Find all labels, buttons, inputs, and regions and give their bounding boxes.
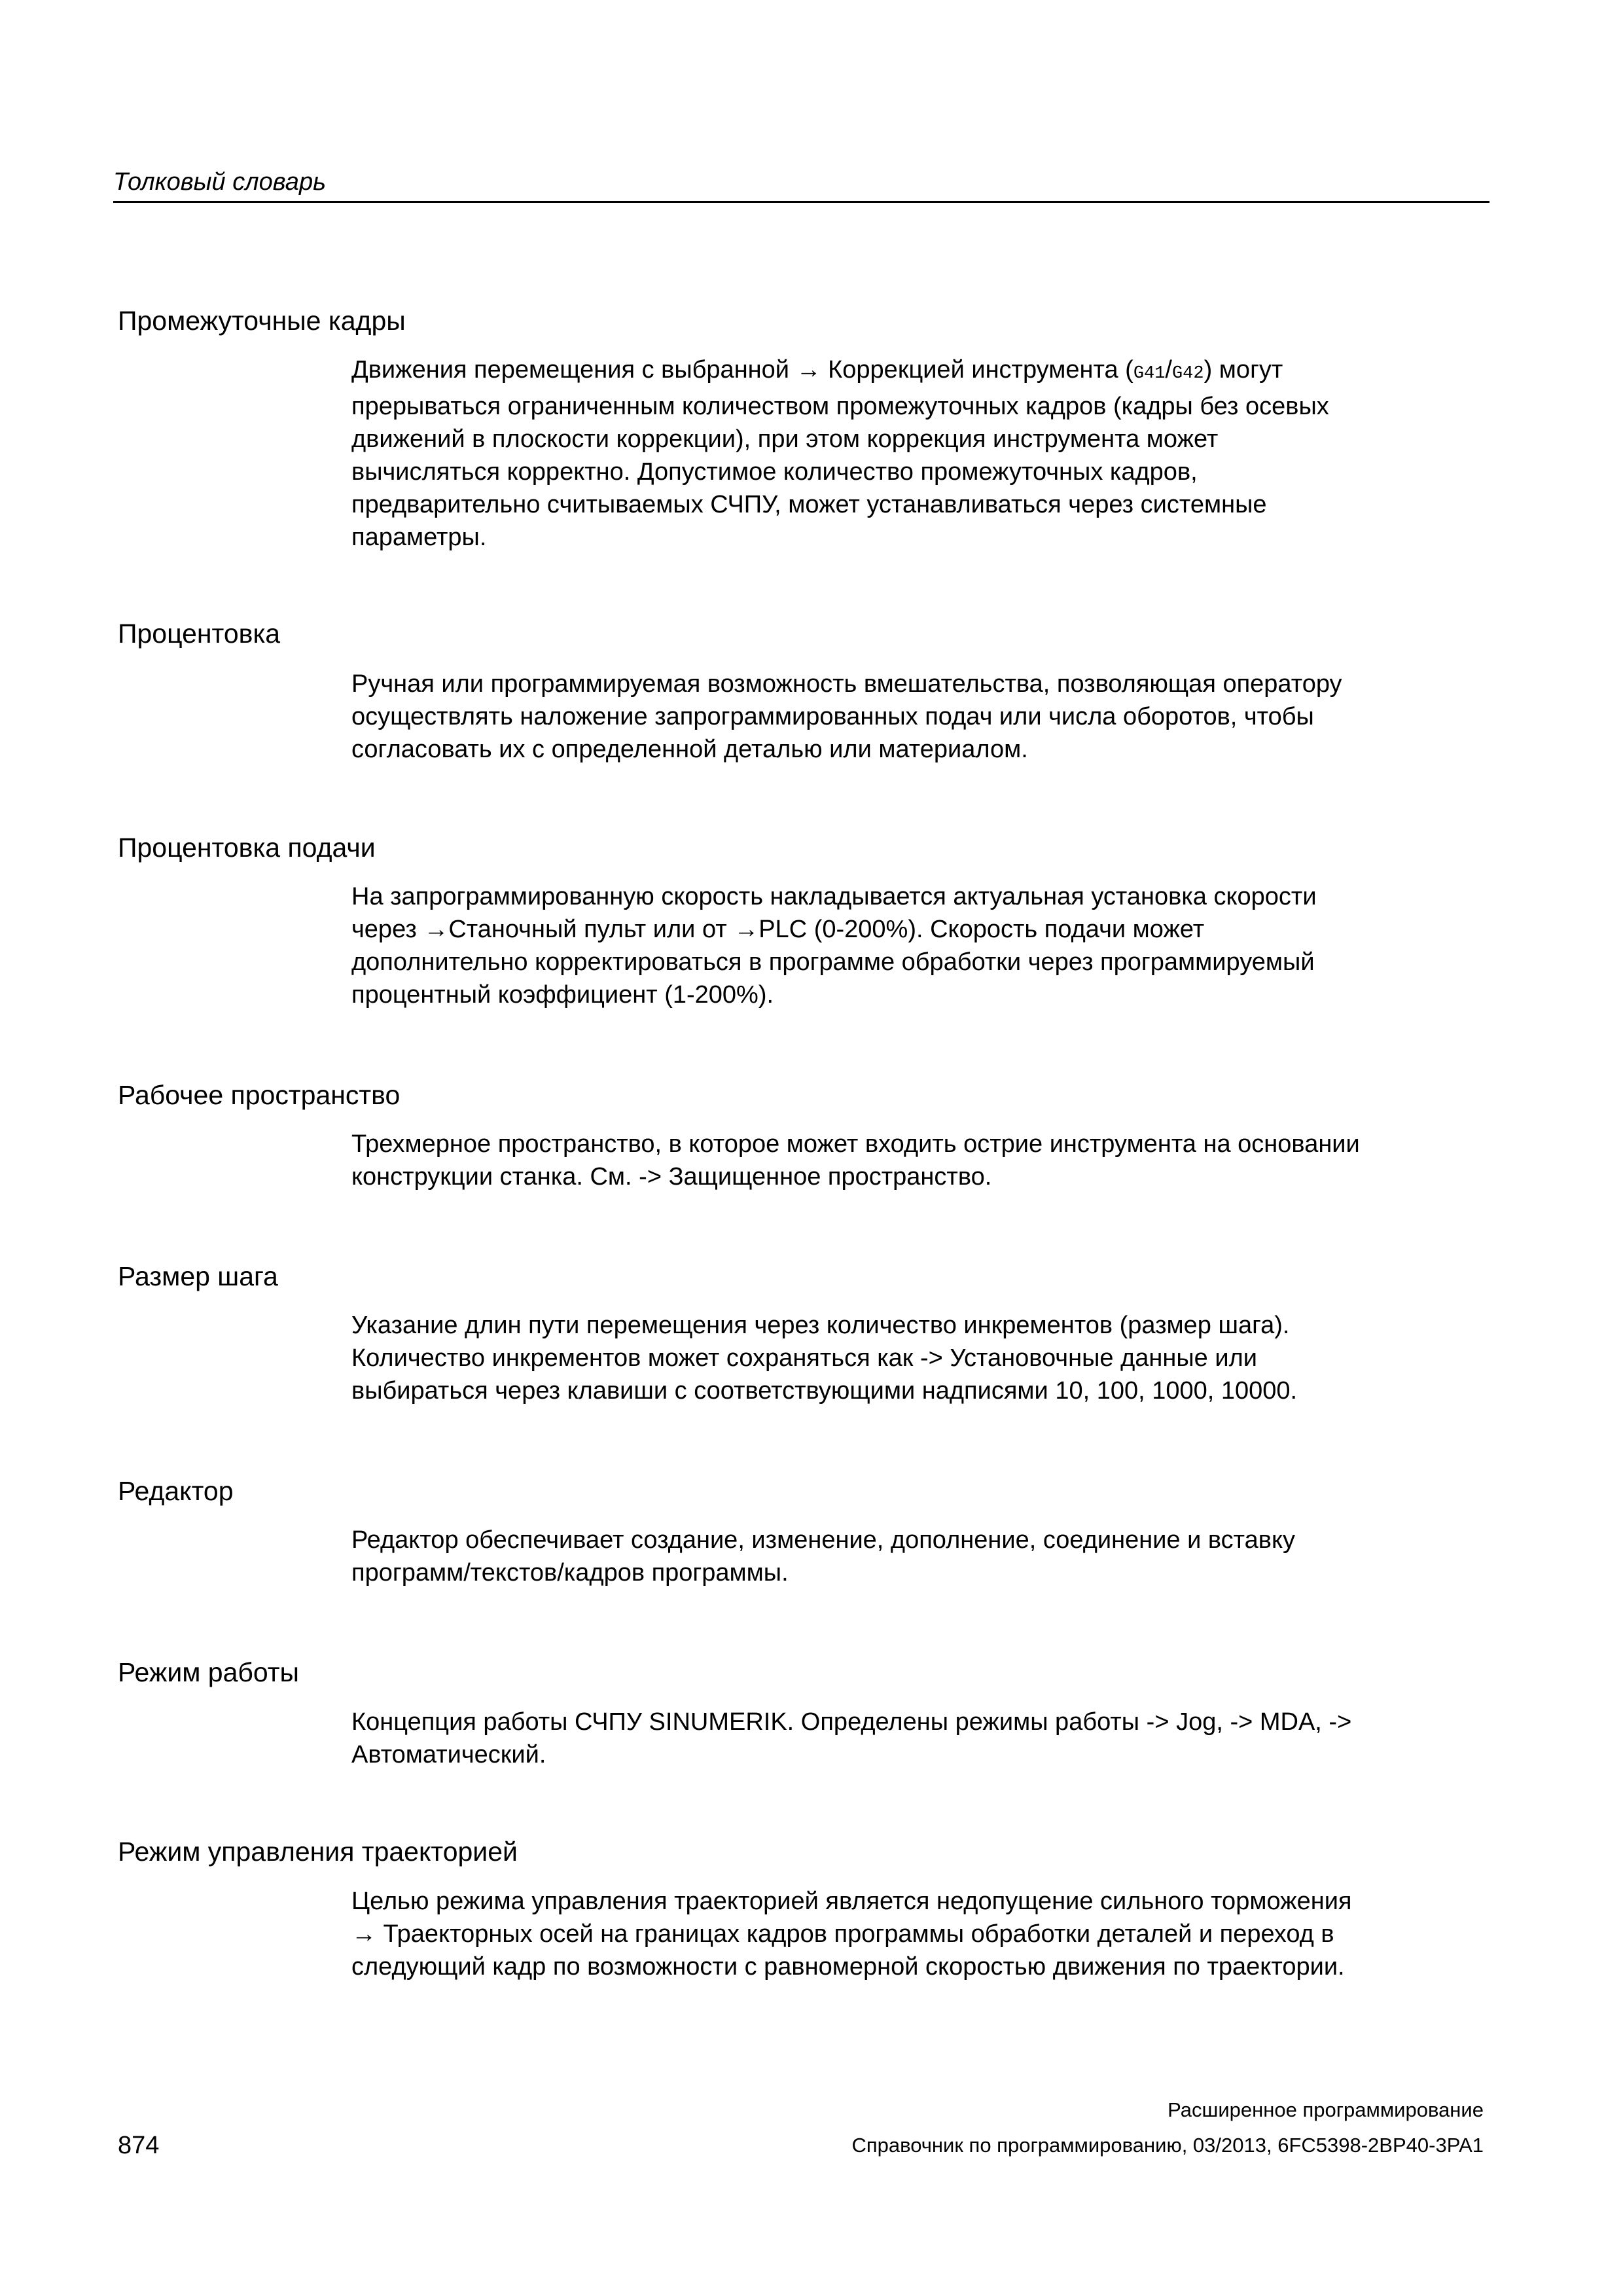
entry-line: движений в плоскости коррекции), при этом коррекция инструмента может xyxy=(351,425,1219,453)
footer-document-title: Расширенное программирование xyxy=(1168,2098,1484,2121)
entry-body xyxy=(351,668,1493,766)
entry-line: предварительно считываемых СЧПУ, может устанавливаться через системные xyxy=(351,491,1267,518)
entry-title: Редактор xyxy=(118,1476,234,1506)
entry-line: Целью режима управления траекторией является недопущение сильного торможения xyxy=(351,1888,1352,1915)
entry-line: параметры. xyxy=(351,524,487,551)
entry-line: прерываться ограниченным количеством промежуточных кадров (кадры без осевых xyxy=(351,393,1329,420)
entry-line: Ручная или программируемая возможность вмешательства, позволяющая оператору xyxy=(351,670,1342,698)
entry-line: дополнительно корректироваться в программе обработки через программируемый xyxy=(351,948,1315,976)
code-g41: G41 xyxy=(1133,364,1166,384)
page-number: 874 xyxy=(118,2132,160,2159)
entry-line: Указание длин пути перемещения через количество инкрементов (размер шага). xyxy=(351,1312,1290,1339)
entry-body xyxy=(351,1128,1493,1193)
entry-line: выбираться через клавиши с соответствующими надписями 10, 100, 1000, 10000. xyxy=(351,1377,1298,1405)
entry-title: Режим работы xyxy=(118,1657,300,1687)
entry-line: через →Станочный пульт или от →PLC (0-200%). Скорость подачи может xyxy=(351,916,1205,943)
entry-body xyxy=(351,1524,1493,1589)
entry-line: Трехмерное пространство, в которое может входить острие инструмента на основании xyxy=(351,1130,1360,1158)
page-header xyxy=(113,167,1489,203)
entry-line: → Траекторных осей на границах кадров программы обработки деталей и переход в xyxy=(351,1920,1334,1948)
entry-line: Движения перемещения с выбранной → Коррекцией инструмента (G41/G42) могут xyxy=(351,356,1283,384)
entry-line: Автоматический. xyxy=(351,1741,546,1768)
entry-body xyxy=(351,1309,1493,1407)
entry-body xyxy=(351,1885,1493,1983)
entry-line: программ/текстов/кадров программы. xyxy=(351,1559,789,1587)
entry-line: На запрограммированную скорость накладывается актуальная установка скорости xyxy=(351,883,1317,910)
running-header-title: Толковый словарь xyxy=(113,168,327,196)
entry-body xyxy=(351,880,1493,1011)
entry-line: Количество инкрементов может сохраняться как -> Установочные данные или xyxy=(351,1344,1257,1372)
footer-document-subtitle: Справочник по программированию, 03/2013, 6FC5398-2BP40-3PA1 xyxy=(851,2134,1484,2157)
entry-title: Процентовка подачи xyxy=(118,833,376,863)
entry-title: Процентовка xyxy=(118,619,281,649)
entry-line: следующий кадр по возможности с равномерной скоростью движения по траектории. xyxy=(351,1953,1345,1981)
code-g42: G42 xyxy=(1171,364,1204,384)
entry-title: Размер шага xyxy=(118,1261,278,1291)
entry-title: Режим управления траекторией xyxy=(118,1837,518,1867)
entry-body xyxy=(351,1706,1493,1771)
entry-title: Промежуточные кадры xyxy=(118,306,406,336)
entry-line: осуществлять наложение запрограммированных подач или числа оборотов, чтобы xyxy=(351,703,1314,730)
entry-title: Рабочее пространство xyxy=(118,1080,401,1110)
entry-line: вычисляться корректно. Допустимое количество промежуточных кадров, xyxy=(351,458,1198,486)
entry-line: Концепция работы СЧПУ SINUMERIK. Определены режимы работы -> Jog, -> MDA, -> xyxy=(351,1708,1352,1736)
entry-line: Редактор обеспечивает создание, изменение, дополнение, соединение и вставку xyxy=(351,1526,1296,1554)
entry-line: процентный коэффициент (1-200%). xyxy=(351,981,774,1009)
entry-line: конструкции станка. См. -> Защищенное пространство. xyxy=(351,1163,992,1191)
entry-line: согласовать их с определенной деталью или материалом. xyxy=(351,736,1028,763)
entry-body xyxy=(351,353,1493,554)
